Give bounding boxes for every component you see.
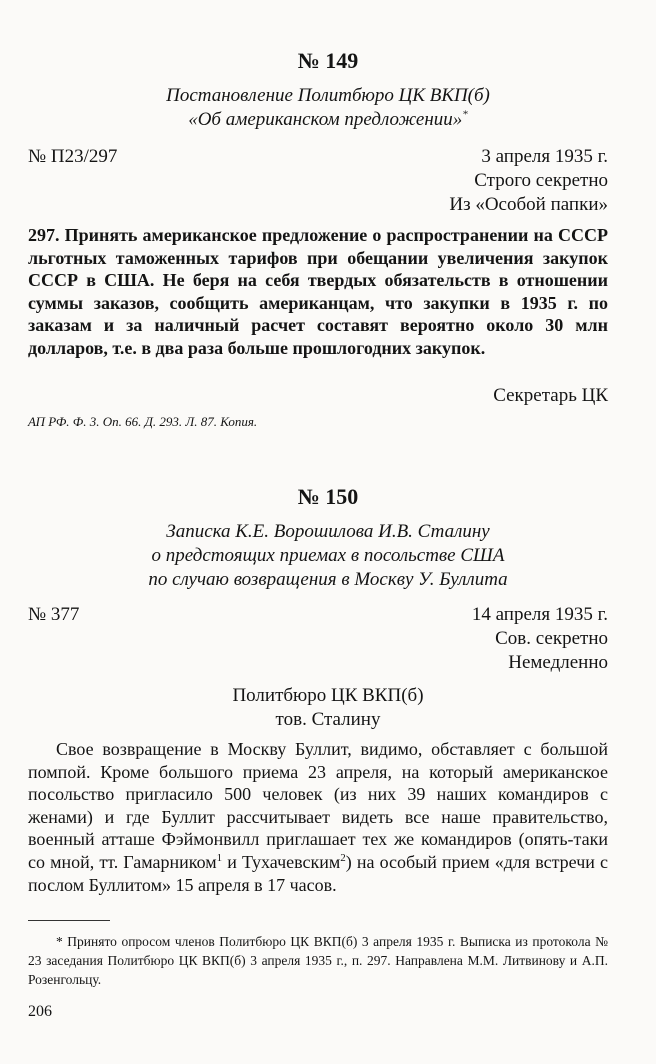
document-title-line-2: о предстоящих приемах в посольстве США — [151, 545, 505, 566]
secrecy-stamp: Сов. секретно — [495, 628, 608, 649]
protocol-number: № П23/297 — [28, 146, 118, 167]
addressee-line-2: тов. Сталину — [275, 709, 381, 730]
special-folder-note: Из «Особой папки» — [449, 194, 608, 215]
document-title-line-2: «Об американском предложении»* — [188, 108, 468, 130]
page-number: 206 — [28, 1003, 52, 1020]
document-title-line-1: Записка К.Е. Ворошилова И.В. Сталину — [166, 521, 490, 542]
secrecy-stamp: Строго секретно — [474, 170, 608, 191]
protocol-number: № 377 — [28, 604, 80, 625]
footnote: * Принято опросом членов Политбюро ЦК ВКП(б) 3 апреля 1935 г. Выписка из протокола № 23 заседания Политбюро ЦК ВКП(б) 3 апреля 1935 г., п. 297. Направлена М.М. Литвинову и А.П. Розенгольцу. — [28, 934, 608, 987]
footnote-ref-1: 1 — [216, 851, 223, 864]
archive-source: АП РФ. Ф. 3. Оп. 66. Д. 293. Л. 87. Копия. — [28, 414, 258, 429]
footnote-marker: * — [462, 108, 468, 121]
signature: Секретарь ЦК — [493, 385, 608, 406]
memo-text: Свое возвращение в Москву Буллит, видимо, обставляет с большой помпой. Кроме большого приема 23 апреля, на который американское посольство пригласило 500 человек (из них 39 наших командиров с женами) и где Буллит рассчитывает видеть все наше правительство, военный атташе Фэймонвилл приглашает тех же командиров (опять-таки со мной, тт. Гамарником$^1$ и Тухачевским$^2$) на особый прием «для встречи с послом Буллитом» 15 апреля в 17 часов. — [28, 739, 608, 895]
document-title-line-1: Постановление Политбюро ЦК ВКП(б) — [166, 85, 490, 106]
document-title-line-3: по случаю возвращения в Москву У. Буллита — [148, 569, 508, 590]
footnote-ref-2: 2 — [340, 851, 346, 864]
document-number-150: № 150 — [297, 484, 359, 509]
document-date: 14 апреля 1935 г. — [471, 604, 608, 625]
resolution-text: 297. Принять американское предложение о распространении на СССР льготных таможенных тарифов при обещании увеличения закупок СССР в США. Не беря на себя твердых обязательств в отношении суммы заказов, сообщить американцам, что закупки в 1935 г. по заказам и за наличный расчет составят вероятно около 30 млн долларов, т.е. в два раза больше прошлогодних закупок. — [28, 225, 608, 358]
addressee-line-1: Политбюро ЦК ВКП(б) — [232, 685, 424, 706]
urgency-stamp: Немедленно — [508, 652, 608, 673]
document-date: 3 апреля 1935 г. — [481, 146, 608, 167]
document-number-149: № 149 — [297, 48, 359, 73]
footnote-divider — [28, 920, 110, 921]
